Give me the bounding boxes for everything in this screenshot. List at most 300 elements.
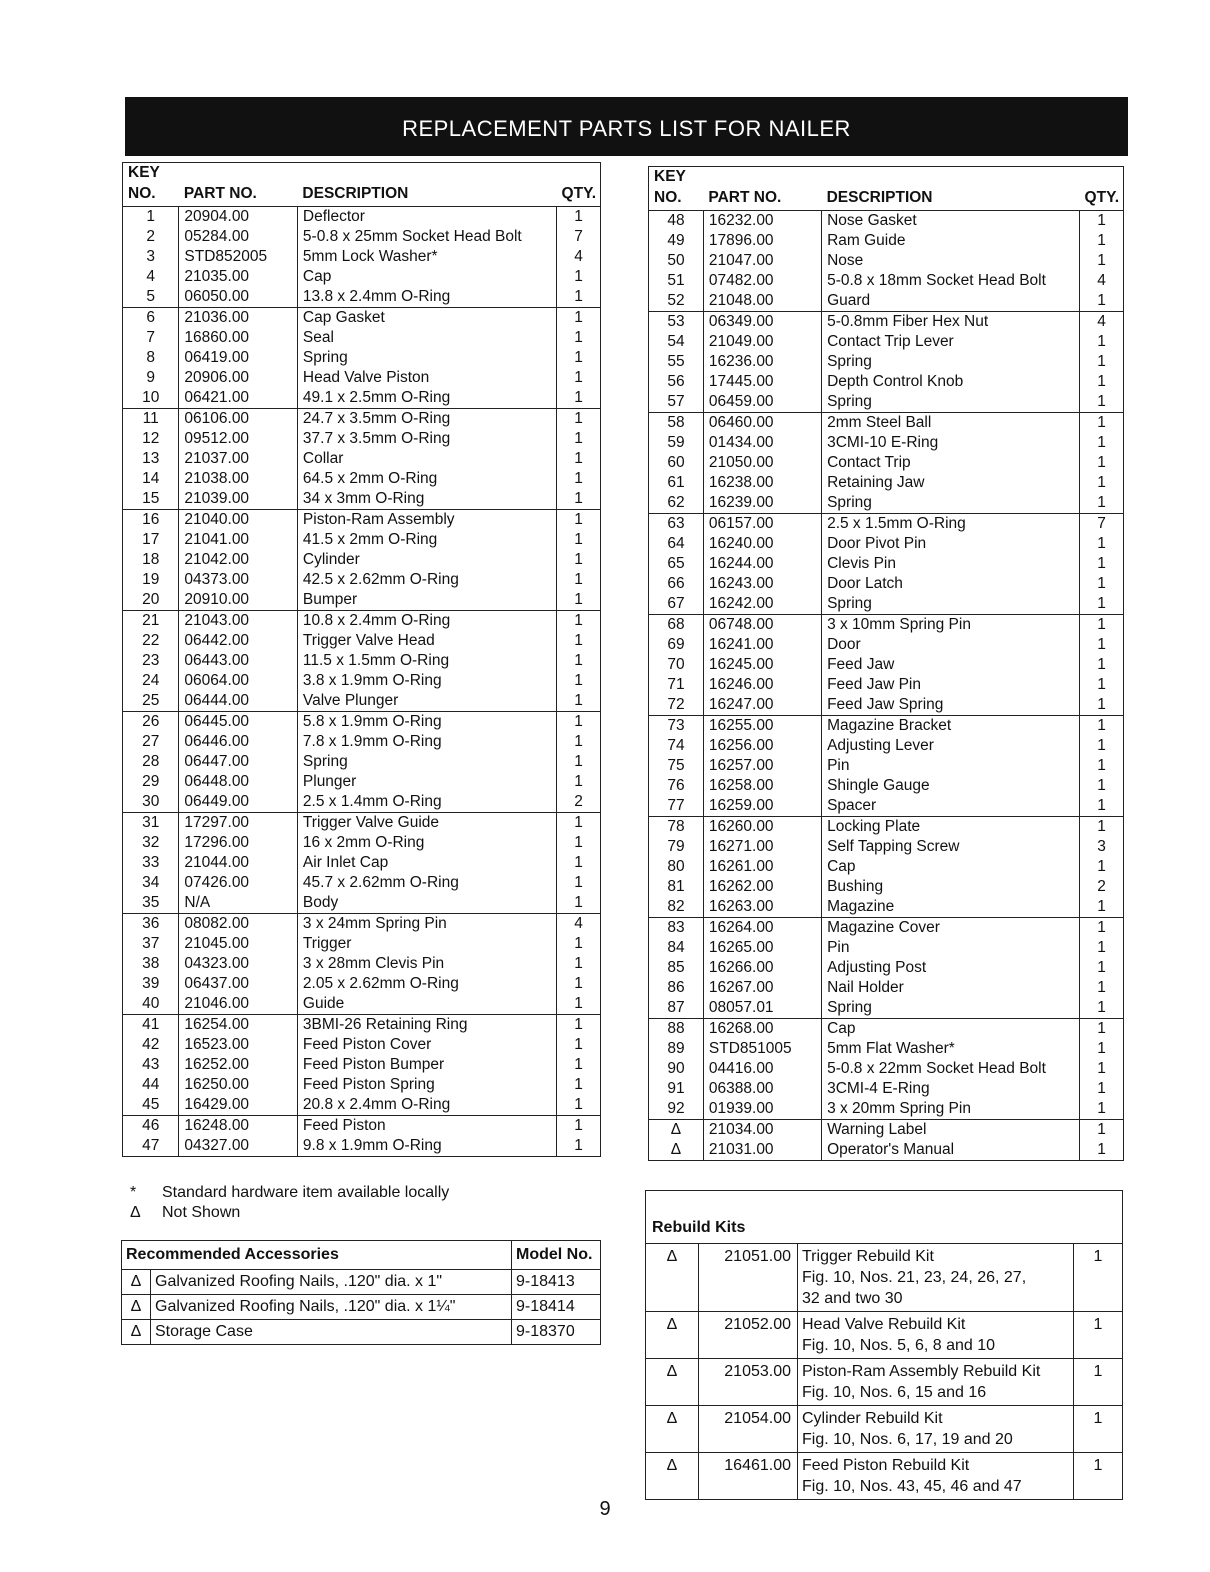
part-row xyxy=(649,1140,1124,1161)
part-row xyxy=(123,1015,601,1036)
key-no: 82 xyxy=(667,898,685,915)
part-description: 3.8 x 1.9mm O-Ring xyxy=(297,671,556,691)
part-no: 21042.00 xyxy=(179,550,298,570)
accessory-row: Δ Galvanized Roofing Nails, .120" dia. x 1¼" 9-18414 xyxy=(122,1295,601,1320)
part-row xyxy=(123,469,601,489)
rebuild-kit-row xyxy=(646,1406,1123,1453)
key-no: 69 xyxy=(667,636,685,653)
part-qty: 1 xyxy=(1080,918,1124,939)
key-header-line2: NO. xyxy=(128,185,156,202)
part-description: 3 x 24mm Spring Pin xyxy=(297,914,556,935)
kit-qty: 1 xyxy=(1074,1312,1123,1359)
part-row xyxy=(649,251,1124,271)
part-description: Feed Piston xyxy=(297,1116,556,1137)
part-no: 04323.00 xyxy=(179,954,298,974)
part-qty: 1 xyxy=(557,611,601,632)
kit-name: Piston-Ram Assembly Rebuild Kit xyxy=(802,1363,1041,1380)
part-no: 21035.00 xyxy=(179,267,298,287)
key-no: 16 xyxy=(123,510,179,531)
kit-qty: 1 xyxy=(1074,1406,1123,1453)
part-row xyxy=(123,550,601,570)
part-qty: 1 xyxy=(1080,756,1124,776)
key-no: 70 xyxy=(667,656,685,673)
part-no: 16262.00 xyxy=(703,877,821,897)
part-qty: 1 xyxy=(557,1015,601,1036)
key-no: 66 xyxy=(667,575,685,592)
key-no: 67 xyxy=(667,595,685,612)
part-qty: 1 xyxy=(1080,1019,1124,1040)
part-qty: 1 xyxy=(1080,1099,1124,1120)
footnote: * Standard hardware item available locally xyxy=(130,1184,450,1201)
part-no: 21034.00 xyxy=(703,1120,821,1141)
part-description: 45.7 x 2.62mm O-Ring xyxy=(297,873,556,893)
qty-header: QTY. xyxy=(1084,189,1119,206)
part-no: 16429.00 xyxy=(179,1095,298,1116)
key-no: 3 xyxy=(146,248,156,265)
part-qty: 1 xyxy=(557,1055,601,1075)
part-no: 16252.00 xyxy=(179,1055,298,1075)
kit-description xyxy=(798,1406,1074,1453)
part-qty: 1 xyxy=(1080,1079,1124,1099)
part-row xyxy=(649,554,1124,574)
part-row xyxy=(649,958,1124,978)
key-no: 89 xyxy=(667,1040,685,1057)
part-qty: 1 xyxy=(1080,796,1124,817)
part-qty: 1 xyxy=(1080,392,1124,413)
part-no: 16264.00 xyxy=(703,918,821,939)
kit-detail: Fig. 10, Nos. 21, 23, 24, 26, 27, xyxy=(802,1269,1027,1286)
key-no: 36 xyxy=(123,914,179,935)
part-no: 21043.00 xyxy=(179,611,298,632)
part-description: Valve Plunger xyxy=(297,691,556,712)
part-row xyxy=(123,712,601,733)
part-no: 16248.00 xyxy=(179,1116,298,1137)
part-no: 17296.00 xyxy=(179,833,298,853)
part-qty: 1 xyxy=(1080,574,1124,594)
part-no: 21039.00 xyxy=(179,489,298,510)
key-no: 85 xyxy=(667,959,685,976)
part-qty: 1 xyxy=(557,287,601,308)
part-no: 06444.00 xyxy=(179,691,298,712)
part-qty: 1 xyxy=(557,550,601,570)
part-description: Air Inlet Cap xyxy=(297,853,556,873)
part-no: 06106.00 xyxy=(179,409,298,430)
part-header: PART NO. xyxy=(708,189,782,206)
kit-qty: 1 xyxy=(1074,1359,1123,1406)
part-qty: 2 xyxy=(557,792,601,813)
key-no: 25 xyxy=(142,692,160,709)
part-no: 16265.00 xyxy=(703,938,821,958)
part-row xyxy=(123,247,601,267)
part-qty: 1 xyxy=(1080,817,1124,838)
part-no: 21046.00 xyxy=(179,994,298,1015)
part-no: 16256.00 xyxy=(703,736,821,756)
part-row xyxy=(649,918,1124,939)
part-description: 11.5 x 1.5mm O-Ring xyxy=(297,651,556,671)
part-row xyxy=(649,857,1124,877)
key-no: 58 xyxy=(649,413,704,434)
part-no: 16255.00 xyxy=(703,716,821,737)
part-row xyxy=(123,631,601,651)
key-no: 71 xyxy=(667,676,685,693)
part-row xyxy=(649,756,1124,776)
key-no: 35 xyxy=(142,894,160,911)
part-no: 04373.00 xyxy=(179,570,298,590)
part-row xyxy=(649,1099,1124,1120)
part-description: Adjusting Post xyxy=(822,958,1080,978)
accessory-row: Δ Galvanized Roofing Nails, .120" dia. x 1" 9-18413 xyxy=(122,1270,601,1295)
part-row xyxy=(123,1055,601,1075)
kit-qty: 1 xyxy=(1074,1453,1123,1500)
accessories-table xyxy=(121,1240,601,1345)
key-no: 31 xyxy=(123,813,179,834)
key-no: 64 xyxy=(667,535,685,552)
part-row xyxy=(123,792,601,813)
part-description: Depth Control Knob xyxy=(822,372,1080,392)
part-row xyxy=(123,530,601,550)
part-no: 04416.00 xyxy=(703,1059,821,1079)
part-row xyxy=(649,1019,1124,1040)
part-row xyxy=(649,453,1124,473)
part-qty: 1 xyxy=(557,308,601,329)
key-no: 49 xyxy=(667,232,685,249)
kit-qty: 1 xyxy=(1074,1244,1123,1312)
part-description: Contact Trip Lever xyxy=(822,332,1080,352)
part-row xyxy=(123,1095,601,1116)
part-row xyxy=(123,873,601,893)
key-no: 27 xyxy=(142,733,160,750)
part-row xyxy=(123,489,601,510)
description-header: DESCRIPTION xyxy=(826,189,933,206)
accessories-header: Recommended Accessories xyxy=(122,1241,512,1270)
part-row xyxy=(123,772,601,792)
part-row xyxy=(123,893,601,914)
part-qty: 2 xyxy=(1080,877,1124,897)
part-row xyxy=(649,736,1124,756)
part-description: Magazine Cover xyxy=(822,918,1080,939)
accessory-row: Δ Storage Case 9-18370 xyxy=(122,1320,601,1345)
part-row xyxy=(123,348,601,368)
part-no: 05284.00 xyxy=(179,227,298,247)
key-no: 51 xyxy=(667,272,685,289)
part-description: Feed Jaw xyxy=(822,655,1080,675)
part-description: 5-0.8 x 25mm Socket Head Bolt xyxy=(297,227,556,247)
part-row xyxy=(649,938,1124,958)
key-no: 32 xyxy=(142,834,160,851)
key-no: 80 xyxy=(667,858,685,875)
part-description: Pin xyxy=(822,756,1080,776)
part-qty: 1 xyxy=(557,691,601,712)
part-no: 06050.00 xyxy=(179,287,298,308)
part-qty: 1 xyxy=(1080,251,1124,271)
part-row xyxy=(649,675,1124,695)
part-no: 16259.00 xyxy=(703,796,821,817)
kit-part-no: 21052.00 xyxy=(699,1312,798,1359)
part-row xyxy=(123,974,601,994)
kit-description xyxy=(798,1453,1074,1500)
part-description: Cap xyxy=(822,1019,1080,1040)
part-no: STD851005 xyxy=(703,1039,821,1059)
part-qty: 1 xyxy=(557,954,601,974)
key-no: 84 xyxy=(667,939,685,956)
part-description: Bushing xyxy=(822,877,1080,897)
part-description: Spring xyxy=(822,392,1080,413)
part-qty: 1 xyxy=(1080,1120,1124,1141)
key-no: 47 xyxy=(123,1136,179,1157)
kit-symbol: Δ xyxy=(646,1244,699,1312)
part-row xyxy=(649,594,1124,615)
part-row xyxy=(123,752,601,772)
part-row xyxy=(123,1035,601,1055)
part-description: 3CMI-10 E-Ring xyxy=(822,433,1080,453)
key-no: 76 xyxy=(667,777,685,794)
part-qty: 1 xyxy=(557,348,601,368)
key-no: 53 xyxy=(649,312,704,333)
kit-part-no: 21051.00 xyxy=(699,1244,798,1312)
part-qty: 1 xyxy=(1080,958,1124,978)
part-qty: 1 xyxy=(557,772,601,792)
part-row xyxy=(649,1120,1124,1141)
part-qty: 1 xyxy=(557,671,601,691)
part-description: Feed Piston Spring xyxy=(297,1075,556,1095)
key-no: 13 xyxy=(142,450,160,467)
part-row xyxy=(649,716,1124,737)
part-qty: 1 xyxy=(557,813,601,834)
part-qty: 7 xyxy=(1080,514,1124,535)
part-row xyxy=(123,570,601,590)
rebuild-kit-row xyxy=(646,1312,1123,1359)
key-no: 29 xyxy=(142,773,160,790)
part-no: 07482.00 xyxy=(703,271,821,291)
part-qty: 1 xyxy=(557,267,601,287)
kit-name: Feed Piston Rebuild Kit xyxy=(802,1457,970,1474)
part-qty: 1 xyxy=(1080,736,1124,756)
part-qty: 1 xyxy=(1080,332,1124,352)
kit-detail: Fig. 10, Nos. 5, 6, 8 and 10 xyxy=(802,1337,996,1354)
part-description: Retaining Jaw xyxy=(822,473,1080,493)
part-qty: 3 xyxy=(1080,837,1124,857)
key-no: 7 xyxy=(146,329,156,346)
part-qty: 1 xyxy=(557,732,601,752)
part-no: 20910.00 xyxy=(179,590,298,611)
part-row xyxy=(123,691,601,712)
part-qty: 1 xyxy=(557,1095,601,1116)
part-qty: 1 xyxy=(1080,615,1124,636)
key-no: 57 xyxy=(667,393,685,410)
part-description: 5-0.8 x 18mm Socket Head Bolt xyxy=(822,271,1080,291)
part-row xyxy=(123,833,601,853)
part-qty: 1 xyxy=(1080,291,1124,312)
part-row xyxy=(649,493,1124,514)
part-description: Feed Jaw Spring xyxy=(822,695,1080,716)
part-qty: 1 xyxy=(557,510,601,531)
part-no: 16258.00 xyxy=(703,776,821,796)
part-qty: 1 xyxy=(557,1075,601,1095)
key-header-line1: KEY xyxy=(128,164,160,181)
part-description: 3 x 28mm Clevis Pin xyxy=(297,954,556,974)
part-row xyxy=(123,1116,601,1137)
part-no: 21031.00 xyxy=(703,1140,821,1161)
part-row xyxy=(649,574,1124,594)
part-qty: 1 xyxy=(557,994,601,1015)
model-header: Model No. xyxy=(512,1241,601,1270)
part-row xyxy=(123,590,601,611)
key-no: 10 xyxy=(142,389,160,406)
part-no: 16236.00 xyxy=(703,352,821,372)
part-no: 16271.00 xyxy=(703,837,821,857)
kit-part-no: 21054.00 xyxy=(699,1406,798,1453)
part-no: 06442.00 xyxy=(179,631,298,651)
part-qty: 1 xyxy=(557,368,601,388)
part-no: 21038.00 xyxy=(179,469,298,489)
part-qty: 1 xyxy=(557,934,601,954)
part-no: 16266.00 xyxy=(703,958,821,978)
part-row xyxy=(123,732,601,752)
part-qty: 1 xyxy=(557,530,601,550)
part-qty: 1 xyxy=(557,489,601,510)
part-description: Deflector xyxy=(297,207,556,228)
part-no: 06443.00 xyxy=(179,651,298,671)
part-description: Ram Guide xyxy=(822,231,1080,251)
part-row xyxy=(649,211,1124,232)
kit-detail-2: 32 and two 30 xyxy=(802,1290,903,1307)
part-no: 06349.00 xyxy=(703,312,821,333)
key-no: 62 xyxy=(667,494,685,511)
part-row xyxy=(123,227,601,247)
part-no: 17896.00 xyxy=(703,231,821,251)
key-no: 50 xyxy=(667,252,685,269)
part-qty: 1 xyxy=(1080,716,1124,737)
key-no: 87 xyxy=(667,999,685,1016)
part-description: 5.8 x 1.9mm O-Ring xyxy=(297,712,556,733)
parts-table-left xyxy=(122,162,601,1157)
key-no: 74 xyxy=(667,737,685,754)
key-no: 37 xyxy=(142,935,160,952)
key-no: 42 xyxy=(142,1036,160,1053)
part-qty: 1 xyxy=(1080,1140,1124,1161)
part-qty: 1 xyxy=(1080,776,1124,796)
footnotes xyxy=(130,1183,449,1223)
part-description: 5mm Flat Washer* xyxy=(822,1039,1080,1059)
part-row xyxy=(123,994,601,1015)
part-row xyxy=(123,207,601,228)
part-qty: 1 xyxy=(557,449,601,469)
part-qty: 1 xyxy=(1080,372,1124,392)
part-row xyxy=(123,308,601,329)
part-qty: 1 xyxy=(557,853,601,873)
part-qty: 1 xyxy=(1080,938,1124,958)
kit-description xyxy=(798,1312,1074,1359)
part-description: 3 x 10mm Spring Pin xyxy=(822,615,1080,636)
parts-table-right xyxy=(648,166,1124,1161)
kit-name: Head Valve Rebuild Kit xyxy=(802,1316,966,1333)
footnote: Δ Not Shown xyxy=(130,1204,241,1221)
key-no: 45 xyxy=(142,1096,160,1113)
key-no: 43 xyxy=(142,1056,160,1073)
part-description: Cap Gasket xyxy=(297,308,556,329)
part-description: Cap xyxy=(297,267,556,287)
key-no: 61 xyxy=(667,474,685,491)
key-no: 72 xyxy=(667,696,685,713)
kit-name: Trigger Rebuild Kit xyxy=(802,1248,934,1265)
part-no: 06748.00 xyxy=(703,615,821,636)
part-description: Feed Jaw Pin xyxy=(822,675,1080,695)
key-no: 54 xyxy=(667,333,685,350)
rebuild-kits-table xyxy=(645,1190,1123,1500)
part-no: 16243.00 xyxy=(703,574,821,594)
part-row xyxy=(649,978,1124,998)
part-row xyxy=(123,651,601,671)
part-qty: 1 xyxy=(557,388,601,409)
key-no: 33 xyxy=(142,854,160,871)
kit-part-no: 21053.00 xyxy=(699,1359,798,1406)
part-description: Feed Piston Cover xyxy=(297,1035,556,1055)
part-qty: 1 xyxy=(557,651,601,671)
part-qty: 1 xyxy=(557,1116,601,1137)
part-no: 16238.00 xyxy=(703,473,821,493)
part-qty: 4 xyxy=(1080,271,1124,291)
part-description: 2mm Steel Ball xyxy=(822,413,1080,434)
key-no: 20 xyxy=(142,591,160,608)
part-description: Self Tapping Screw xyxy=(822,837,1080,857)
key-no: 19 xyxy=(142,571,160,588)
part-description: Contact Trip xyxy=(822,453,1080,473)
part-qty: 1 xyxy=(557,429,601,449)
key-no: 92 xyxy=(667,1100,685,1117)
key-no: 55 xyxy=(667,353,685,370)
part-description: Trigger xyxy=(297,934,556,954)
part-row xyxy=(649,312,1124,333)
part-row xyxy=(649,897,1124,918)
part-row xyxy=(123,368,601,388)
part-description: Cylinder xyxy=(297,550,556,570)
part-row xyxy=(649,392,1124,413)
part-row xyxy=(649,695,1124,716)
part-qty: 1 xyxy=(1080,998,1124,1019)
part-qty: 7 xyxy=(557,227,601,247)
key-no: 73 xyxy=(649,716,704,737)
kit-name: Cylinder Rebuild Kit xyxy=(802,1410,943,1427)
kit-detail: Fig. 10, Nos. 6, 17, 19 and 20 xyxy=(802,1431,1013,1448)
key-no: 44 xyxy=(142,1076,160,1093)
key-no: 15 xyxy=(142,490,160,507)
key-no: 26 xyxy=(123,712,179,733)
part-row xyxy=(649,776,1124,796)
part-description: Spring xyxy=(297,348,556,368)
part-qty: 1 xyxy=(557,1035,601,1055)
key-no: 40 xyxy=(142,995,160,1012)
key-no: 65 xyxy=(667,555,685,572)
key-no: 30 xyxy=(142,793,160,810)
part-no: 16261.00 xyxy=(703,857,821,877)
key-no: 90 xyxy=(667,1060,685,1077)
part-qty: 1 xyxy=(1080,453,1124,473)
part-description: Piston-Ram Assembly xyxy=(297,510,556,531)
part-description: Cap xyxy=(822,857,1080,877)
part-description: Spring xyxy=(297,752,556,772)
part-description: Collar xyxy=(297,449,556,469)
part-no: 16242.00 xyxy=(703,594,821,615)
key-header-line1: KEY xyxy=(654,168,686,185)
part-no: 06437.00 xyxy=(179,974,298,994)
part-qty: 4 xyxy=(557,914,601,935)
part-no: 16245.00 xyxy=(703,655,821,675)
part-description: 7.8 x 1.9mm O-Ring xyxy=(297,732,556,752)
part-no: 16247.00 xyxy=(703,695,821,716)
part-row xyxy=(123,287,601,308)
part-qty: 1 xyxy=(1080,473,1124,493)
part-row xyxy=(123,267,601,287)
